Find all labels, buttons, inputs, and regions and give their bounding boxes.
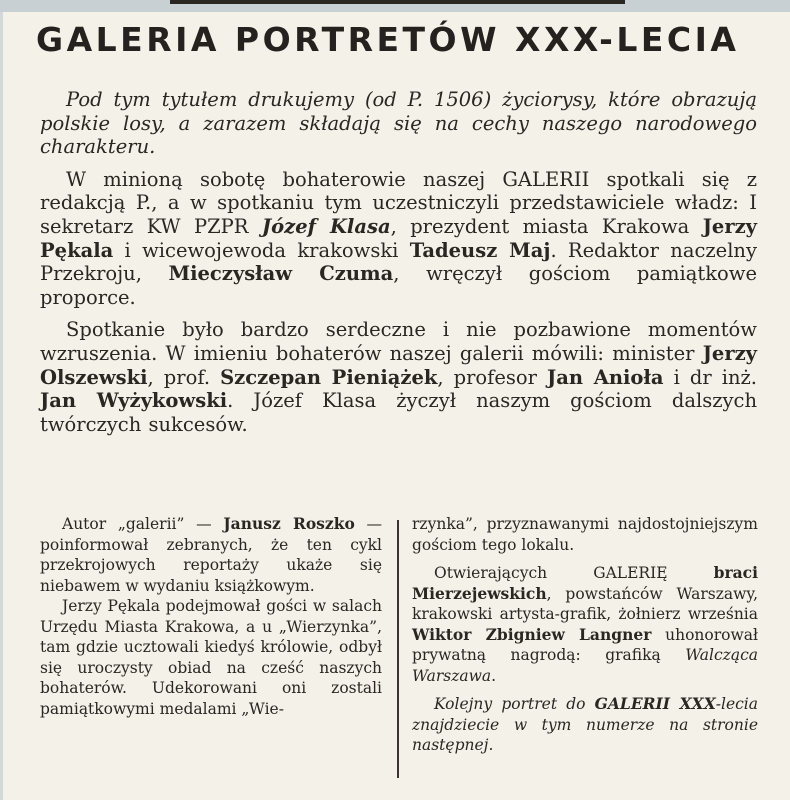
right-paragraph-3 [412, 694, 758, 756]
text-run: Kolejny portret do [434, 695, 595, 713]
text-run: Autor „galerii” — [62, 515, 224, 533]
text-run: . Redaktor naczelny Przekroju, [40, 238, 758, 286]
top-border [0, 0, 790, 12]
name-mieczyslaw-czuma: Mieczysław Czuma [168, 262, 394, 286]
name-szczepan-pieniazek: Szczepan Pieniążek [220, 365, 438, 389]
column-divider [397, 520, 399, 778]
name-jan-wyzykowski: Jan Wyżykowski [40, 389, 228, 413]
intro-paragraph-1 [40, 88, 757, 159]
right-paragraph-1: rzynka”, przyznawanymi najdostojniejszym gościom tego lokalu. [412, 515, 758, 554]
right-paragraph-2 [412, 563, 758, 686]
left-edge [0, 12, 3, 800]
text-run: uhonorował prywatną nagrodą: grafiką [412, 625, 758, 664]
text-run: — poinformował zebranych, że ten cykl przekrojowych reportaży ukaże się niebawem w wydaniu książkowym. [40, 515, 383, 595]
intro-text [40, 88, 757, 445]
left-column [40, 514, 382, 719]
intro-paragraph-2 [40, 168, 757, 310]
galeria-name: GALERII XXX [594, 694, 716, 713]
intro-paragraph-3 [40, 318, 757, 436]
name-janusz-roszko: Janusz Roszko [223, 514, 355, 533]
text-run: i wicewojewoda krakowski [113, 238, 410, 262]
name-jerzy-pekala: Jerzy Pękala [40, 214, 757, 262]
text-run: Otwierających GALERIĘ [434, 564, 714, 582]
top-rule [170, 0, 625, 4]
text-run: . [491, 666, 497, 685]
right-column [412, 514, 758, 756]
title-walczaca-warszawa: Walcząca Warszawa [412, 646, 758, 685]
name-jerzy-olszewski: Jerzy Olszewski [40, 341, 757, 389]
text-run: Spotkanie było bardzo serdeczne i nie pozbawione momentów wzruszenia. W imieniu bohaterów naszej galerii mówili: minister [40, 318, 757, 365]
left-paragraph-1 [40, 514, 382, 596]
text-run: W minioną sobotę bohaterowie naszej GALERII spotkali się z redakcją P., a w spotkaniu tym uczestniczyli przedstawiciele władz: I sekretarz KW PZPR [40, 167, 757, 238]
name-jan-aniola: Jan Anioła [547, 365, 664, 389]
text-run: i dr inż. [663, 365, 757, 389]
left-paragraph-2: Jerzy Pękala podejmował gości w salach Urzędu Miasta Krakowa, a u „Wierzynka”, tam gdzie ucztowali kiedyś królowie, odbył się uroczysty obiad na cześć naszych bohaterów. Udekorowani oni zostali pamiątkowymi medalami „Wie- [40, 597, 382, 718]
text-run: , prezydent miasta Krakowa [390, 214, 703, 238]
text-run: , prof. [147, 365, 221, 389]
name-jozef-klasa: Józef Klasa [261, 214, 391, 238]
name-wiktor-langner: Wiktor Zbigniew Langner [412, 624, 652, 644]
text-run: , powstańców Warszawy, krakowski artysta-grafik, żołnierz września [412, 584, 758, 623]
text-run: , wręczył gościom pamiątkowe proporce. [40, 262, 757, 309]
text-run: . Józef Klasa życzył naszym gościom dalszych twórczych sukcesów. [40, 389, 758, 436]
text-run: -lecia znajdziecie w tym numerze na stronie następnej. [412, 695, 758, 754]
intro-p1-text: Pod tym tytułem drukujemy (od P. 1506) życiorysy, które obrazują polskie losy, a zarazem składają się na cechy naszego narodowego charakteru. [40, 88, 757, 159]
name-bracia-mierzejewscy: braci Mierzejewskich [412, 563, 758, 603]
headline: GALERIA PORTRETÓW XXX-LECIA [36, 20, 740, 59]
text-run: , profesor [437, 365, 548, 389]
name-tadeusz-maj: Tadeusz Maj [409, 238, 551, 262]
